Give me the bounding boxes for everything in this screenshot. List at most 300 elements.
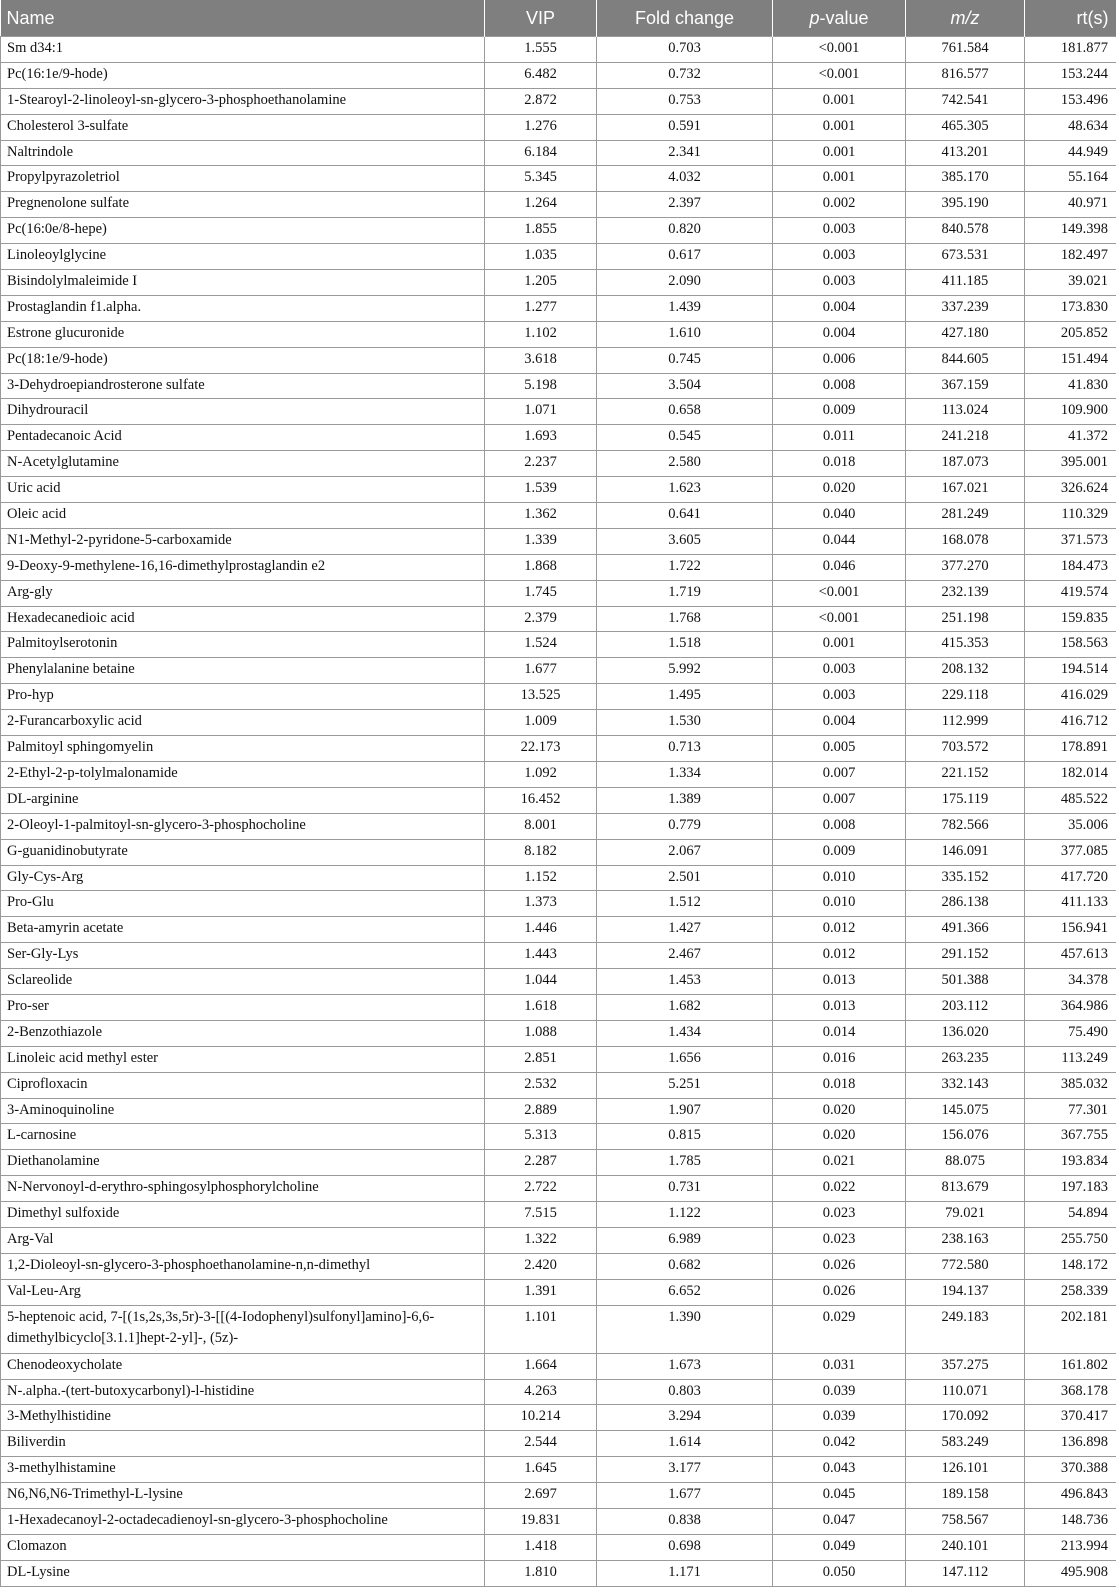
cell-rt: 153.244 — [1025, 62, 1116, 88]
cell-p-value: 0.007 — [773, 787, 906, 813]
cell-vip: 1.373 — [485, 891, 597, 917]
table-row — [1, 710, 1116, 736]
table-row — [1, 399, 1116, 425]
cell-name: 3-Dehydroepiandrosterone sulfate — [1, 373, 485, 399]
cell-p-value: 0.022 — [773, 1176, 906, 1202]
cell-vip: 2.532 — [485, 1072, 597, 1098]
cell-name: Palmitoylserotonin — [1, 632, 485, 658]
cell-fold-change: 1.518 — [597, 632, 773, 658]
cell-name: 1-Stearoyl-2-linoleoyl-sn-glycero-3-phosphoethanolamine — [1, 88, 485, 114]
cell-vip: 1.868 — [485, 554, 597, 580]
cell-p-value: <0.001 — [773, 580, 906, 606]
cell-p-value: 0.020 — [773, 1098, 906, 1124]
cell-rt: 182.497 — [1025, 244, 1116, 270]
cell-p-value: 0.003 — [773, 684, 906, 710]
cell-p-value: 0.011 — [773, 425, 906, 451]
cell-rt: 75.490 — [1025, 1020, 1116, 1046]
cell-fold-change: 4.032 — [597, 166, 773, 192]
cell-mz: 170.092 — [906, 1405, 1025, 1431]
table-row — [1, 1253, 1116, 1279]
cell-vip: 1.677 — [485, 658, 597, 684]
cell-p-value: 0.026 — [773, 1253, 906, 1279]
cell-mz: 427.180 — [906, 321, 1025, 347]
cell-p-value: 0.001 — [773, 140, 906, 166]
cell-rt: 156.941 — [1025, 917, 1116, 943]
cell-p-value: 0.043 — [773, 1457, 906, 1483]
table-row — [1, 1353, 1116, 1379]
cell-rt: 149.398 — [1025, 218, 1116, 244]
cell-p-value: 0.020 — [773, 477, 906, 503]
cell-name: N-.alpha.-(tert-butoxycarbonyl)-l-histidine — [1, 1379, 485, 1405]
cell-vip: 4.263 — [485, 1379, 597, 1405]
cell-fold-change: 1.453 — [597, 969, 773, 995]
cell-fold-change: 0.732 — [597, 62, 773, 88]
cell-fold-change: 6.989 — [597, 1227, 773, 1253]
table-row — [1, 684, 1116, 710]
cell-mz: 840.578 — [906, 218, 1025, 244]
cell-fold-change: 1.334 — [597, 761, 773, 787]
cell-name: Pro-ser — [1, 994, 485, 1020]
table-row — [1, 1150, 1116, 1176]
cell-mz: 240.101 — [906, 1534, 1025, 1560]
cell-name: Ciprofloxacin — [1, 1072, 485, 1098]
cell-rt: 385.032 — [1025, 1072, 1116, 1098]
table-row — [1, 839, 1116, 865]
cell-vip: 5.313 — [485, 1124, 597, 1150]
cell-fold-change: 1.171 — [597, 1560, 773, 1586]
cell-vip: 1.618 — [485, 994, 597, 1020]
cell-p-value: 0.014 — [773, 1020, 906, 1046]
cell-fold-change: 3.177 — [597, 1457, 773, 1483]
cell-mz: 263.235 — [906, 1046, 1025, 1072]
table-row — [1, 1534, 1116, 1560]
cell-rt: 136.898 — [1025, 1431, 1116, 1457]
cell-fold-change: 1.656 — [597, 1046, 773, 1072]
table-row — [1, 528, 1116, 554]
cell-rt: 370.388 — [1025, 1457, 1116, 1483]
cell-fold-change: 1.677 — [597, 1483, 773, 1509]
cell-mz: 335.152 — [906, 865, 1025, 891]
header-name: Name — [1, 0, 485, 37]
cell-p-value: 0.004 — [773, 321, 906, 347]
cell-rt: 153.496 — [1025, 88, 1116, 114]
cell-mz: 844.605 — [906, 347, 1025, 373]
cell-mz: 673.531 — [906, 244, 1025, 270]
table-row — [1, 1483, 1116, 1509]
cell-name: Clomazon — [1, 1534, 485, 1560]
cell-name: 1,2-Dioleoyl-sn-glycero-3-phosphoethanolamine-n,n-dimethyl — [1, 1253, 485, 1279]
cell-rt: 159.835 — [1025, 606, 1116, 632]
table-row — [1, 88, 1116, 114]
header-rt: rt(s) — [1025, 0, 1116, 37]
cell-rt: 457.613 — [1025, 943, 1116, 969]
cell-vip: 1.362 — [485, 503, 597, 529]
cell-rt: 113.249 — [1025, 1046, 1116, 1072]
cell-mz: 395.190 — [906, 192, 1025, 218]
cell-name: Pregnenolone sulfate — [1, 192, 485, 218]
cell-fold-change: 0.731 — [597, 1176, 773, 1202]
cell-vip: 1.035 — [485, 244, 597, 270]
cell-name: Naltrindole — [1, 140, 485, 166]
table-row — [1, 1046, 1116, 1072]
cell-vip: 2.420 — [485, 1253, 597, 1279]
cell-rt: 161.802 — [1025, 1353, 1116, 1379]
cell-mz: 167.021 — [906, 477, 1025, 503]
table-row — [1, 554, 1116, 580]
cell-name: 2-Furancarboxylic acid — [1, 710, 485, 736]
cell-vip: 2.237 — [485, 451, 597, 477]
table-row — [1, 1305, 1116, 1353]
cell-rt: 40.971 — [1025, 192, 1116, 218]
cell-name: Pc(16:1e/9-hode) — [1, 62, 485, 88]
cell-fold-change: 0.658 — [597, 399, 773, 425]
cell-vip: 8.001 — [485, 813, 597, 839]
cell-p-value: 0.013 — [773, 969, 906, 995]
cell-vip: 2.697 — [485, 1483, 597, 1509]
cell-rt: 368.178 — [1025, 1379, 1116, 1405]
cell-p-value: 0.026 — [773, 1279, 906, 1305]
cell-rt: 110.329 — [1025, 503, 1116, 529]
cell-vip: 1.322 — [485, 1227, 597, 1253]
cell-name: 1-Hexadecanoyl-2-octadecadienoyl-sn-glycero-3-phosphocholine — [1, 1508, 485, 1534]
table-row — [1, 1405, 1116, 1431]
cell-rt: 197.183 — [1025, 1176, 1116, 1202]
cell-mz: 187.073 — [906, 451, 1025, 477]
cell-name: Val-Leu-Arg — [1, 1279, 485, 1305]
cell-fold-change: 0.698 — [597, 1534, 773, 1560]
cell-name: Beta-amyrin acetate — [1, 917, 485, 943]
cell-fold-change: 1.785 — [597, 1150, 773, 1176]
table-row — [1, 1279, 1116, 1305]
cell-vip: 1.088 — [485, 1020, 597, 1046]
cell-mz: 249.183 — [906, 1305, 1025, 1353]
cell-vip: 1.152 — [485, 865, 597, 891]
cell-fold-change: 2.580 — [597, 451, 773, 477]
cell-p-value: 0.001 — [773, 632, 906, 658]
cell-fold-change: 1.719 — [597, 580, 773, 606]
cell-rt: 182.014 — [1025, 761, 1116, 787]
cell-p-value: 0.020 — [773, 1124, 906, 1150]
cell-mz: 491.366 — [906, 917, 1025, 943]
cell-vip: 1.446 — [485, 917, 597, 943]
cell-vip: 1.539 — [485, 477, 597, 503]
cell-p-value: <0.001 — [773, 606, 906, 632]
table-row — [1, 1176, 1116, 1202]
cell-fold-change: 0.815 — [597, 1124, 773, 1150]
cell-p-value: 0.044 — [773, 528, 906, 554]
table-body — [1, 37, 1116, 1587]
cell-p-value: 0.010 — [773, 891, 906, 917]
cell-name: Ser-Gly-Lys — [1, 943, 485, 969]
cell-p-value: 0.003 — [773, 218, 906, 244]
cell-mz: 232.139 — [906, 580, 1025, 606]
cell-fold-change: 0.545 — [597, 425, 773, 451]
cell-vip: 6.184 — [485, 140, 597, 166]
cell-fold-change: 1.682 — [597, 994, 773, 1020]
table-row — [1, 321, 1116, 347]
table-row — [1, 736, 1116, 762]
cell-name: N-Acetylglutamine — [1, 451, 485, 477]
cell-p-value: 0.047 — [773, 1508, 906, 1534]
cell-name: Dihydrouracil — [1, 399, 485, 425]
cell-rt: 54.894 — [1025, 1202, 1116, 1228]
cell-p-value: 0.004 — [773, 710, 906, 736]
table-row — [1, 166, 1116, 192]
table-row — [1, 192, 1116, 218]
cell-fold-change: 1.390 — [597, 1305, 773, 1353]
cell-p-value: 0.001 — [773, 88, 906, 114]
cell-mz: 761.584 — [906, 37, 1025, 63]
cell-name: N6,N6,N6-Trimethyl-L-lysine — [1, 1483, 485, 1509]
cell-vip: 19.831 — [485, 1508, 597, 1534]
cell-mz: 110.071 — [906, 1379, 1025, 1405]
cell-p-value: 0.001 — [773, 166, 906, 192]
cell-vip: 7.515 — [485, 1202, 597, 1228]
table-row — [1, 1202, 1116, 1228]
cell-mz: 126.101 — [906, 1457, 1025, 1483]
table-row — [1, 425, 1116, 451]
cell-mz: 501.388 — [906, 969, 1025, 995]
cell-vip: 2.287 — [485, 1150, 597, 1176]
cell-rt: 367.755 — [1025, 1124, 1116, 1150]
cell-fold-change: 1.623 — [597, 477, 773, 503]
cell-vip: 1.009 — [485, 710, 597, 736]
table-row — [1, 1457, 1116, 1483]
cell-vip: 1.855 — [485, 218, 597, 244]
cell-mz: 332.143 — [906, 1072, 1025, 1098]
cell-p-value: 0.039 — [773, 1379, 906, 1405]
cell-mz: 465.305 — [906, 114, 1025, 140]
cell-vip: 1.745 — [485, 580, 597, 606]
cell-rt: 419.574 — [1025, 580, 1116, 606]
cell-fold-change: 0.745 — [597, 347, 773, 373]
table-row — [1, 917, 1116, 943]
cell-rt: 255.750 — [1025, 1227, 1116, 1253]
cell-vip: 1.102 — [485, 321, 597, 347]
cell-mz: 79.021 — [906, 1202, 1025, 1228]
cell-p-value: 0.006 — [773, 347, 906, 373]
cell-vip: 1.205 — [485, 270, 597, 296]
cell-mz: 238.163 — [906, 1227, 1025, 1253]
cell-fold-change: 6.652 — [597, 1279, 773, 1305]
cell-rt: 148.736 — [1025, 1508, 1116, 1534]
cell-rt: 495.908 — [1025, 1560, 1116, 1586]
cell-name: DL-arginine — [1, 787, 485, 813]
cell-vip: 16.452 — [485, 787, 597, 813]
table-row — [1, 813, 1116, 839]
cell-p-value: 0.010 — [773, 865, 906, 891]
cell-p-value: 0.018 — [773, 1072, 906, 1098]
table-row — [1, 1072, 1116, 1098]
cell-rt: 151.494 — [1025, 347, 1116, 373]
cell-vip: 1.664 — [485, 1353, 597, 1379]
table-row — [1, 451, 1116, 477]
cell-vip: 1.443 — [485, 943, 597, 969]
table-row — [1, 347, 1116, 373]
cell-p-value: 0.012 — [773, 917, 906, 943]
cell-p-value: 0.001 — [773, 114, 906, 140]
table-row — [1, 1098, 1116, 1124]
cell-rt: 411.133 — [1025, 891, 1116, 917]
cell-rt: 34.378 — [1025, 969, 1116, 995]
cell-name: Sm d34:1 — [1, 37, 485, 63]
table-row — [1, 632, 1116, 658]
table-row — [1, 943, 1116, 969]
cell-vip: 2.379 — [485, 606, 597, 632]
cell-mz: 113.024 — [906, 399, 1025, 425]
cell-fold-change: 1.389 — [597, 787, 773, 813]
cell-name: Prostaglandin f1.alpha. — [1, 295, 485, 321]
cell-rt: 416.029 — [1025, 684, 1116, 710]
cell-p-value: 0.003 — [773, 270, 906, 296]
cell-mz: 175.119 — [906, 787, 1025, 813]
table-row — [1, 787, 1116, 813]
cell-mz: 758.567 — [906, 1508, 1025, 1534]
header-p-value: p-value — [773, 0, 906, 37]
cell-vip: 5.198 — [485, 373, 597, 399]
cell-p-value: 0.046 — [773, 554, 906, 580]
cell-p-value: 0.003 — [773, 244, 906, 270]
cell-mz: 194.137 — [906, 1279, 1025, 1305]
cell-fold-change: 2.467 — [597, 943, 773, 969]
cell-rt: 148.172 — [1025, 1253, 1116, 1279]
cell-name: G-guanidinobutyrate — [1, 839, 485, 865]
cell-vip: 10.214 — [485, 1405, 597, 1431]
cell-vip: 8.182 — [485, 839, 597, 865]
cell-fold-change: 2.501 — [597, 865, 773, 891]
cell-p-value: 0.012 — [773, 943, 906, 969]
cell-name: Uric acid — [1, 477, 485, 503]
table-row — [1, 1227, 1116, 1253]
table-row — [1, 295, 1116, 321]
cell-fold-change: 0.682 — [597, 1253, 773, 1279]
header-mz: m/z — [906, 0, 1025, 37]
cell-fold-change: 1.673 — [597, 1353, 773, 1379]
cell-mz: 145.075 — [906, 1098, 1025, 1124]
cell-p-value: 0.050 — [773, 1560, 906, 1586]
table-row — [1, 140, 1116, 166]
cell-name: Bisindolylmaleimide I — [1, 270, 485, 296]
cell-rt: 178.891 — [1025, 736, 1116, 762]
cell-mz: 816.577 — [906, 62, 1025, 88]
table-row — [1, 969, 1116, 995]
cell-fold-change: 0.703 — [597, 37, 773, 63]
cell-rt: 258.339 — [1025, 1279, 1116, 1305]
cell-rt: 158.563 — [1025, 632, 1116, 658]
table-row — [1, 994, 1116, 1020]
table-row — [1, 606, 1116, 632]
cell-mz: 377.270 — [906, 554, 1025, 580]
cell-name: Pro-hyp — [1, 684, 485, 710]
cell-rt: 416.712 — [1025, 710, 1116, 736]
cell-rt: 41.830 — [1025, 373, 1116, 399]
cell-name: Phenylalanine betaine — [1, 658, 485, 684]
cell-fold-change: 0.838 — [597, 1508, 773, 1534]
cell-fold-change: 1.427 — [597, 917, 773, 943]
cell-p-value: 0.016 — [773, 1046, 906, 1072]
cell-fold-change: 1.439 — [597, 295, 773, 321]
cell-name: 2-Oleoyl-1-palmitoyl-sn-glycero-3-phosphocholine — [1, 813, 485, 839]
cell-rt: 173.830 — [1025, 295, 1116, 321]
cell-rt: 181.877 — [1025, 37, 1116, 63]
cell-name: N1-Methyl-2-pyridone-5-carboxamide — [1, 528, 485, 554]
cell-mz: 221.152 — [906, 761, 1025, 787]
cell-name: 3-Methylhistidine — [1, 1405, 485, 1431]
cell-vip: 1.092 — [485, 761, 597, 787]
cell-rt: 485.522 — [1025, 787, 1116, 813]
cell-p-value: 0.042 — [773, 1431, 906, 1457]
header-row — [1, 0, 1116, 37]
cell-rt: 77.301 — [1025, 1098, 1116, 1124]
cell-vip: 2.872 — [485, 88, 597, 114]
cell-mz: 291.152 — [906, 943, 1025, 969]
table-row — [1, 1379, 1116, 1405]
cell-name: Estrone glucuronide — [1, 321, 485, 347]
cell-mz: 203.112 — [906, 994, 1025, 1020]
cell-rt: 41.372 — [1025, 425, 1116, 451]
cell-p-value: 0.002 — [773, 192, 906, 218]
cell-fold-change: 1.434 — [597, 1020, 773, 1046]
cell-fold-change: 0.820 — [597, 218, 773, 244]
cell-vip: 6.482 — [485, 62, 597, 88]
cell-rt: 35.006 — [1025, 813, 1116, 839]
cell-vip: 2.544 — [485, 1431, 597, 1457]
cell-mz: 208.132 — [906, 658, 1025, 684]
cell-rt: 326.624 — [1025, 477, 1116, 503]
cell-rt: 109.900 — [1025, 399, 1116, 425]
table-row — [1, 244, 1116, 270]
table-row — [1, 1508, 1116, 1534]
cell-mz: 413.201 — [906, 140, 1025, 166]
cell-name: Linoleoylglycine — [1, 244, 485, 270]
cell-p-value: 0.031 — [773, 1353, 906, 1379]
cell-rt: 371.573 — [1025, 528, 1116, 554]
cell-name: Pc(18:1e/9-hode) — [1, 347, 485, 373]
cell-vip: 22.173 — [485, 736, 597, 762]
cell-fold-change: 2.341 — [597, 140, 773, 166]
cell-mz: 357.275 — [906, 1353, 1025, 1379]
cell-rt: 184.473 — [1025, 554, 1116, 580]
table-row — [1, 37, 1116, 63]
cell-vip: 1.277 — [485, 295, 597, 321]
cell-mz: 241.218 — [906, 425, 1025, 451]
cell-vip: 1.391 — [485, 1279, 597, 1305]
cell-mz: 411.185 — [906, 270, 1025, 296]
cell-rt: 48.634 — [1025, 114, 1116, 140]
cell-rt: 395.001 — [1025, 451, 1116, 477]
cell-name: Gly-Cys-Arg — [1, 865, 485, 891]
cell-fold-change: 0.753 — [597, 88, 773, 114]
table-row — [1, 114, 1116, 140]
cell-mz: 813.679 — [906, 1176, 1025, 1202]
cell-vip: 2.722 — [485, 1176, 597, 1202]
table-row — [1, 503, 1116, 529]
cell-fold-change: 1.512 — [597, 891, 773, 917]
cell-fold-change: 5.992 — [597, 658, 773, 684]
cell-vip: 1.101 — [485, 1305, 597, 1353]
cell-rt: 213.994 — [1025, 1534, 1116, 1560]
cell-name: Palmitoyl sphingomyelin — [1, 736, 485, 762]
cell-p-value: 0.039 — [773, 1405, 906, 1431]
cell-fold-change: 1.530 — [597, 710, 773, 736]
cell-name: Biliverdin — [1, 1431, 485, 1457]
cell-rt: 202.181 — [1025, 1305, 1116, 1353]
cell-p-value: 0.023 — [773, 1227, 906, 1253]
cell-name: 9-Deoxy-9-methylene-16,16-dimethylprostaglandin e2 — [1, 554, 485, 580]
table-row — [1, 1020, 1116, 1046]
cell-name: DL-Lysine — [1, 1560, 485, 1586]
header-fold-change: Fold change — [597, 0, 773, 37]
